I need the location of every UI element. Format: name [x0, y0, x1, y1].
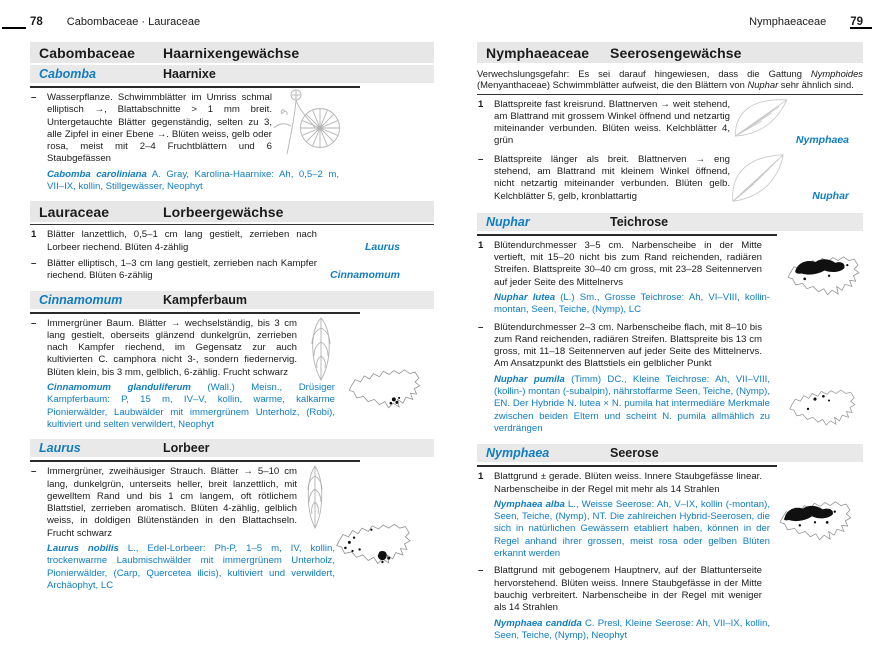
- note-genus-italic: Nymphoides: [810, 68, 863, 79]
- species-entry: [494, 499, 770, 560]
- cinnamomum-distribution-map: [336, 360, 432, 410]
- key-text: Blattspreite fast kreisrund. Blattnerven → weit stehend, am Blattrand mit grossem Winkel öffnend und netzartig miteinander verbunden. Blüten weiss. Kelchblätter 4, grün: [494, 98, 730, 147]
- genus-header-cabomba: [30, 65, 434, 83]
- key-marker: 1: [478, 471, 484, 483]
- nuphar-lutea-distribution-map: [785, 246, 861, 298]
- left-page: [30, 14, 434, 592]
- genus-german-name: Seerose: [610, 446, 659, 461]
- genus-pointer: Nuphar: [812, 190, 849, 203]
- genus-header-cinnamomum: [30, 291, 434, 309]
- family-header-lauraceae: [30, 201, 434, 222]
- laurus-entry: [30, 466, 434, 592]
- key-marker: –: [31, 317, 37, 329]
- note-text: (Menyanthaceae) Schwimmblätter aufweist, die den Blättern von: [477, 79, 748, 91]
- family-name: Lauraceae: [39, 203, 110, 220]
- nuphar-pumila-distribution-map: [787, 380, 857, 428]
- species-name: Laurus nobilis: [47, 543, 119, 555]
- cabomba-entry: [30, 92, 434, 193]
- key-marker: –: [478, 153, 484, 165]
- divider-rule: [30, 460, 360, 462]
- left-page-edge-mark: [2, 27, 26, 29]
- species-details: (L.) Sm., Grosse Teichrose: Ah, VI–VIII, kollin-montan, Seen, Teiche, (Nymp), LC: [494, 291, 770, 316]
- lauraceae-key-item-1: [30, 229, 434, 254]
- laurus-distribution-map: [330, 514, 416, 566]
- nuphar-leaf-illustration: [729, 152, 789, 204]
- species-entry: [47, 543, 335, 592]
- genus-name: Nymphaea: [486, 446, 550, 461]
- genus-german-name: Haarnixe: [163, 67, 216, 81]
- genus-name: Cabomba: [39, 67, 96, 81]
- key-text: Blätter elliptisch, 1–3 cm lang gestielt, zerrieben nach Kampfer riechend. Blüten 6-zählig: [47, 257, 317, 282]
- note-text: sehr ähnlich sind.: [778, 79, 854, 91]
- species-entry: [47, 169, 339, 194]
- key-marker: –: [31, 257, 37, 269]
- right-page: [477, 14, 863, 642]
- species-details: C. Presl, Kleine Seerose: Ah, VII–IX, kollin, Seen, Teiche, (Nymp), Neophyt: [494, 617, 770, 641]
- genus-pointer: Cinnamomum: [329, 269, 400, 282]
- species-details: (Timm) DC., Kleine Teichrose: Ah, VII–VIII, (kollin-) montan (-subalpin), nährstoffarme Seen, Teiche, (Nymp), EN. Der Hybride N. lutea × N. pumila hat intermediäre Merkmale zwischen beiden Eltern und scheint N. pumila allmählich zu verdrängen: [494, 373, 770, 434]
- key-marker: –: [31, 92, 37, 103]
- genus-name: Cinnamomum: [39, 292, 123, 307]
- description-text: Blattgrund ± gerade. Blüten weiss. Innere Staubgefässe linear. Narbenscheibe in der Regel mit mehr als 14 Strahlen: [494, 471, 762, 495]
- note-text: Verwechslungsgefahr: Es sei darauf hingewiesen, dass die Gattung: [477, 68, 811, 79]
- running-head-right: [477, 16, 863, 30]
- species-name: Cinnamomum glanduliferum: [47, 382, 191, 394]
- cinnamomum-entry: [30, 318, 434, 432]
- nymphaea-candida-entry: [477, 565, 863, 642]
- description-text: Blattgrund mit gebogenem Hauptnerv, auf der Blattunterseite hervorstehend. Blüten weiss. Innere Staubgefässe in der Mitte bauchig verbreitert. Narbenscheibe in der Regel mit weniger als 14 Strahlen: [494, 565, 762, 614]
- key-marker: 1: [31, 229, 37, 241]
- camphor-leaf-illustration: [302, 316, 340, 382]
- family-german-name: Haarnixengewächse: [163, 44, 300, 61]
- description-text: Immergrüner Baum. Blätter → wechselständig, bis 3 cm lang gestielt, oberseits glänzend dunkelgrün, zerrieben nach Kampfer riechend, im Gegensatz zur auch kultivierten C. camphora nicht 3-, sondern fiedernervig. Blüten klein, bis 3 mm, gelblich, 6-zählig. Frucht schwarz: [47, 317, 297, 378]
- species-details: (Wall.) Meisn., Drüsiger Kampferbaum: P, 15 m, IV–V, kollin, warme, kalkarme Pionierwälder, Laubwälder mit immergrünem Unterholz, (Robi), kultiviert und selten verwildert, Neophyt: [47, 382, 335, 430]
- nymphaea-alba-distribution-map: [777, 491, 853, 543]
- description-text: Blütendurchmesser 3–5 cm. Narbenscheibe in der Mitte vertieft, mit 15–20 nicht bis zum Rand reichenden, radiären Streifen. Blattspreite 30–40 cm gross, mit 23–28 Seitennerven auf jeder Seite des Mittelnervs: [494, 239, 762, 288]
- family-german-name: Seerosengewächse: [610, 44, 742, 61]
- species-name: Nymphaea candida: [494, 617, 582, 629]
- running-title: Nymphaeaceae: [749, 16, 827, 28]
- nuphar-pumila-entry: [477, 322, 863, 436]
- cabomba-plant-illustration: [270, 86, 348, 160]
- species-name: Nuphar lutea: [494, 291, 556, 303]
- divider-rule: [30, 224, 434, 225]
- key-marker: –: [478, 321, 484, 333]
- page-number: 78: [30, 16, 43, 28]
- genus-header-nuphar: [477, 213, 863, 231]
- species-name: Cabomba caroliniana: [47, 168, 147, 180]
- species-name: Nymphaea alba: [494, 498, 565, 510]
- description-text: Wasserpflanze. Schwimmblätter im Umriss schmal elliptisch →, Blattabschnitte > 1 mm breit. Untergetauchte Blätter gegenständig, selten zu 3, alle Zipfel in einer Ebene →. Blüten weiss, gelb oder rosa, meist mit 2–4 Fruchtblättern und 6 Staubgefässen: [47, 92, 272, 165]
- confusion-warning-note: [477, 68, 863, 91]
- key-marker: 1: [478, 98, 484, 110]
- running-title: Cabombaceae · Lauraceae: [66, 16, 201, 28]
- page-number: 79: [850, 16, 863, 28]
- key-marker: 1: [478, 239, 484, 251]
- genus-name: Laurus: [39, 441, 81, 456]
- nymphaeaceae-key-item-2: [477, 154, 863, 204]
- note-genus-italic: Nuphar: [747, 79, 779, 91]
- species-entry: [494, 618, 770, 643]
- nymphaeaceae-key-item-1: [477, 99, 863, 148]
- genus-pointer: Laurus: [364, 240, 400, 253]
- description-text: Blütendurchmesser 2–3 cm. Narbenscheibe flach, mit 8–10 bis zum Rand reichenden, radiären Streifen. Blattspreite bis 13 cm gross, mit 11–18 Seitennerven auf jeder Seite des Mittelnervs. Am Ansatzpunkt des Blattstiels ein gelblicher Punkt: [494, 321, 762, 370]
- genus-header-laurus: [30, 439, 434, 457]
- nymphaea-alba-entry: [477, 471, 863, 560]
- divider-rule: [30, 312, 360, 314]
- genus-german-name: Lorbeer: [163, 441, 210, 456]
- key-marker: –: [31, 466, 37, 478]
- species-entry: [494, 292, 770, 317]
- key-text: Blätter lanzettlich, 0,5–1 cm lang gestielt, zerrieben nach Lorbeer riechend. Blüten 4-zählig: [47, 229, 317, 253]
- family-name: Nymphaeaceae: [486, 44, 590, 61]
- species-entry: [494, 374, 770, 435]
- key-text: Blattspreite länger als breit. Blattnerven → eng stehend, am Blattrand mit kleinem Winkel öffnend, nicht netzartig miteinander verbunden. Blüten gelb. Kelchblätter 5, gelb, kronblattartig: [494, 153, 730, 202]
- nymphaea-leaf-illustration: [731, 96, 791, 138]
- genus-name: Nuphar: [486, 214, 530, 229]
- description-text: Immergrüner, zweihäusiger Strauch. Blätter → 5–10 cm lang, dunkelgrün, unterseits heller, breit lanzettlich, mit gewelltem Rand und bis 1 cm langem, oft rötlichem Blattstiel, zerrieben aromatisch. Blüten 4-zählig, gelblich weiss, in doldigen Blütenständen in den Blattachseln. Frucht schwarz: [47, 466, 297, 539]
- genus-header-nymphaea: [477, 444, 863, 462]
- divider-rule: [477, 234, 777, 236]
- species-name: Nuphar pumila: [494, 373, 565, 385]
- species-entry: [47, 382, 335, 431]
- nuphar-lutea-entry: [477, 240, 863, 317]
- divider-rule: [477, 94, 863, 95]
- family-name: Cabombaceae: [39, 44, 136, 61]
- genus-pointer: Nymphaea: [795, 134, 849, 147]
- lauraceae-key-item-2: [30, 258, 434, 283]
- running-head-left: [30, 16, 434, 30]
- key-marker: –: [478, 565, 484, 577]
- species-details: L., Edel-Lorbeer: Ph-P, 1–5 m, IV, kollin, trockenwarme Laubmischwälder mit immergrünem Unterholz, Pionierwälder, (Carp, Quercetea ilicis), kultiviert und verwildert, Archäophyt, LC: [47, 543, 335, 591]
- divider-rule: [477, 465, 777, 467]
- genus-german-name: Kampferbaum: [163, 292, 248, 307]
- family-header-cabombaceae: [30, 42, 434, 63]
- genus-german-name: Teichrose: [610, 214, 669, 229]
- species-details: A. Gray, Karolina-Haarnixe: Ah, 0,5–2 m, VII–IX, kollin, Stillgewässer, Neophyt: [47, 168, 339, 193]
- laurel-leaf-illustration: [298, 464, 332, 530]
- species-details: L., Weisse Seerose: Ah, V–IX, kollin (-montan), Seen, Teiche, (Nymp), NT. Die zahlreichen Hybrid-Seerosen, die sich in natürlichen Gewässern etabliert haben, können in der Regel anhand ihrer grossen, meist rosa oder gelben Blüten erkannt werden: [494, 498, 770, 560]
- family-header-nymphaeaceae: [477, 42, 863, 63]
- family-german-name: Lorbeergewächse: [163, 203, 284, 220]
